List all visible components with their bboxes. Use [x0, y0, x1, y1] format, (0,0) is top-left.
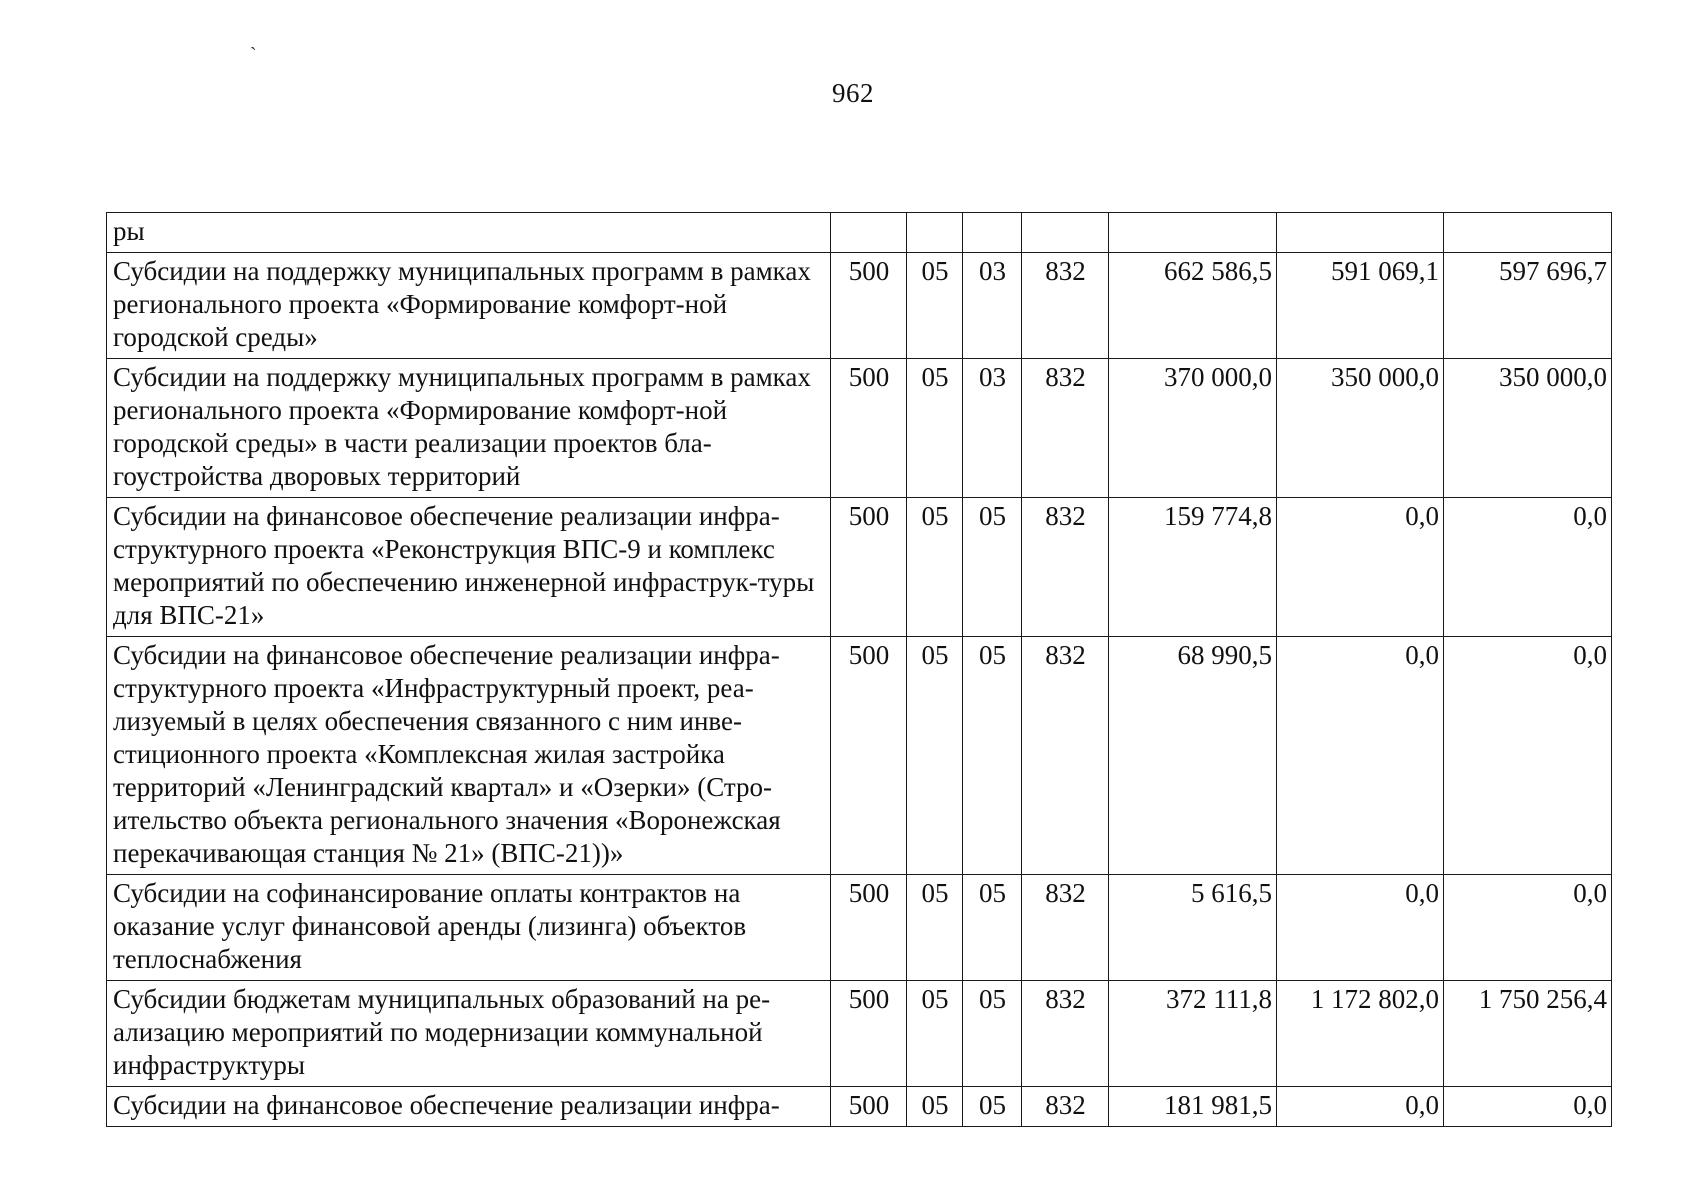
- row-amount-3: 350 000,0: [1444, 359, 1612, 498]
- row-code-2: [907, 213, 963, 253]
- row-code-2: 05: [907, 359, 963, 498]
- row-description: Субсидии на финансовое обеспечение реализации инфра-структурного проекта «Инфраструктурный проект, реа-лизуемый в целях обеспечения связанного с ним инве-стиционного проекта «Комплексная жилая застройка территорий «Ленинградский квартал» и «Озерки» (Стро-ительство объекта регионального значения «Воронежская перекачивающая станция № 21» (ВПС-21))»: [107, 637, 831, 875]
- row-amount-3: [1444, 213, 1612, 253]
- row-code-4: 832: [1022, 498, 1109, 637]
- row-amount-2: 1 172 802,0: [1277, 981, 1444, 1087]
- row-code-1: 500: [831, 359, 907, 498]
- row-code-1: 500: [831, 981, 907, 1087]
- row-description: Субсидии бюджетам муниципальных образований на ре-ализацию мероприятий по модернизации коммунальной инфраструктуры: [107, 981, 831, 1087]
- row-code-3: 05: [963, 981, 1022, 1087]
- row-code-4: 832: [1022, 1087, 1109, 1127]
- budget-table: [106, 212, 1612, 1127]
- row-code-2: 05: [907, 253, 963, 359]
- row-code-2: 05: [907, 637, 963, 875]
- row-description: Субсидии на финансовое обеспечение реализации инфра-: [107, 1087, 831, 1127]
- table-row: [107, 253, 1612, 359]
- row-code-2: 05: [907, 498, 963, 637]
- row-code-1: 500: [831, 498, 907, 637]
- row-amount-3: 597 696,7: [1444, 253, 1612, 359]
- row-amount-2: 0,0: [1277, 637, 1444, 875]
- row-code-3: [963, 213, 1022, 253]
- row-amount-1: 68 990,5: [1109, 637, 1277, 875]
- row-code-4: 832: [1022, 981, 1109, 1087]
- row-amount-3: 0,0: [1444, 498, 1612, 637]
- table-row: [107, 875, 1612, 981]
- row-code-1: 500: [831, 875, 907, 981]
- row-code-4: 832: [1022, 637, 1109, 875]
- row-amount-1: 181 981,5: [1109, 1087, 1277, 1127]
- row-code-3: 05: [963, 498, 1022, 637]
- table-row: [107, 359, 1612, 498]
- row-code-4: 832: [1022, 875, 1109, 981]
- table-row: [107, 1087, 1612, 1127]
- row-amount-2: 350 000,0: [1277, 359, 1444, 498]
- row-code-1: [831, 213, 907, 253]
- budget-table-body: [107, 213, 1612, 1127]
- row-description: Субсидии на поддержку муниципальных программ в рамках регионального проекта «Формирование комфорт-ной городской среды»: [107, 253, 831, 359]
- row-amount-3: 0,0: [1444, 637, 1612, 875]
- row-amount-2: 0,0: [1277, 875, 1444, 981]
- table-row: [107, 498, 1612, 637]
- row-description: ры: [107, 213, 831, 253]
- row-code-2: 05: [907, 875, 963, 981]
- table-row: [107, 981, 1612, 1087]
- row-code-1: 500: [831, 637, 907, 875]
- table-row: [107, 213, 1612, 253]
- row-description: Субсидии на поддержку муниципальных программ в рамках регионального проекта «Формирование комфорт-ной городской среды» в части реализации проектов бла-гоустройства дворовых территорий: [107, 359, 831, 498]
- row-code-3: 03: [963, 253, 1022, 359]
- row-amount-2: [1277, 213, 1444, 253]
- row-amount-1: 5 616,5: [1109, 875, 1277, 981]
- row-code-2: 05: [907, 981, 963, 1087]
- row-amount-2: 591 069,1: [1277, 253, 1444, 359]
- row-amount-2: 0,0: [1277, 1087, 1444, 1127]
- row-amount-1: 372 111,8: [1109, 981, 1277, 1087]
- row-code-3: 05: [963, 1087, 1022, 1127]
- page-number: 962: [832, 78, 874, 108]
- row-amount-1: 370 000,0: [1109, 359, 1277, 498]
- row-code-1: 500: [831, 1087, 907, 1127]
- row-description: Субсидии на финансовое обеспечение реализации инфра-структурного проекта «Реконструкция ВПС-9 и комплекс мероприятий по обеспечению инженерной инфраструк-туры для ВПС-21»: [107, 498, 831, 637]
- row-amount-1: 662 586,5: [1109, 253, 1277, 359]
- scan-artifact-mark: `: [250, 44, 257, 66]
- row-amount-2: 0,0: [1277, 498, 1444, 637]
- row-description: Субсидии на софинансирование оплаты контрактов на оказание услуг финансовой аренды (лизинга) объектов теплоснабжения: [107, 875, 831, 981]
- row-amount-1: [1109, 213, 1277, 253]
- row-code-4: [1022, 213, 1109, 253]
- row-code-3: 03: [963, 359, 1022, 498]
- row-amount-3: 1 750 256,4: [1444, 981, 1612, 1087]
- row-amount-3: 0,0: [1444, 1087, 1612, 1127]
- row-amount-3: 0,0: [1444, 875, 1612, 981]
- row-code-4: 832: [1022, 253, 1109, 359]
- row-code-4: 832: [1022, 359, 1109, 498]
- row-amount-1: 159 774,8: [1109, 498, 1277, 637]
- row-code-3: 05: [963, 637, 1022, 875]
- row-code-2: 05: [907, 1087, 963, 1127]
- row-code-1: 500: [831, 253, 907, 359]
- row-code-3: 05: [963, 875, 1022, 981]
- table-row: [107, 637, 1612, 875]
